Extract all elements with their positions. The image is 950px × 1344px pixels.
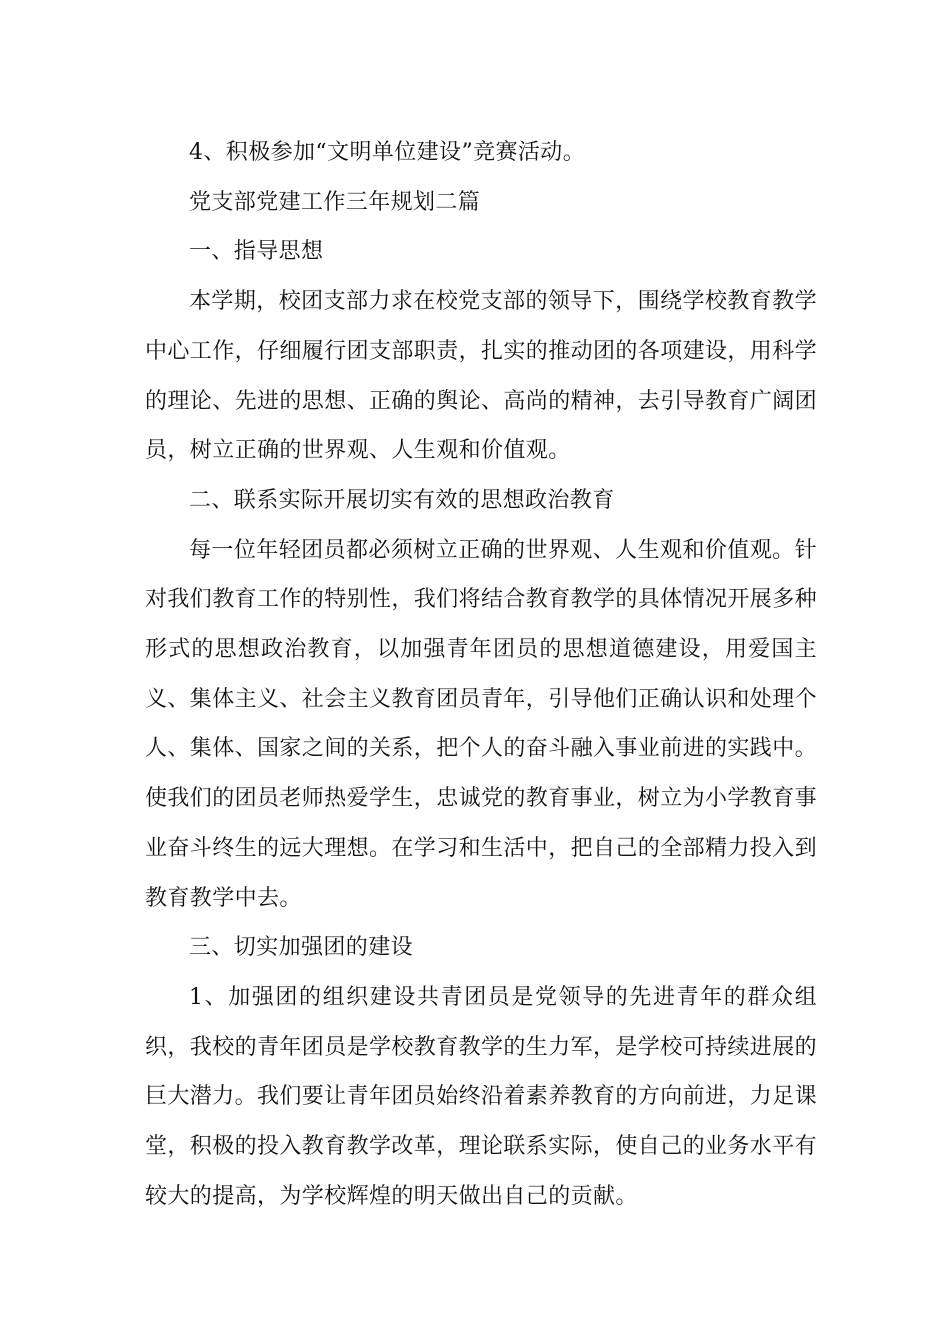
heading-league-construction: 三、切实加强团的建设: [189, 935, 414, 961]
paragraph-political-education: 每一位年轻团员都必须树立正确的世界观、人生观和价值观。针对我们教育工作的特别性，我们将结合教育教学的具体情况开展多种形式的思想政治教育，以加强青年团员的思想道德建设，用爱国主义、集体主义、社会主义教育团员青年，引导他们正确认识和处理个人、集体、国家之间的关系，把个人的奋斗融入事业前进的实践中。使我们的团员老师热爱学生，忠诚党的教育事业，树立为小学教育事业奋斗终生的远大理想。在学习和生活中，把自己的全部精力投入到教育教学中去。: [145, 537, 818, 911]
paragraph-organization-construction: 1、加强团的组织建设共青团员是党领导的先进青年的群众组织，我校的青年团员是学校教育教学的生力军，是学校可持续进展的巨大潜力。我们要让青年团员始终沿着素养教育的方向前进，力足课堂，积极的投入教育教学改革，理论联系实际，使自己的业务水平有较大的提高，为学校辉煌的明天做出自己的贡献。: [145, 984, 818, 1209]
paragraph-guiding-ideology: 本学期，校团支部力求在校党支部的领导下，围绕学校教育教学中心工作，仔细履行团支部职责，扎实的推动团的各项建设，用科学的理论、先进的思想、正确的舆论、高尚的精神，去引导教育广阔团员，树立正确的世界观、人生观和价值观。: [145, 289, 818, 464]
heading-political-education: 二、联系实际开展切实有效的思想政治教育: [189, 487, 615, 513]
section-title: 党支部党建工作三年规划二篇: [189, 189, 481, 215]
document-body: [145, 128, 817, 1221]
heading-guiding-ideology: 一、指导思想: [189, 239, 324, 265]
paragraph-item-4: 4、积极参加“文明单位建设”竞赛活动。: [189, 140, 586, 165]
